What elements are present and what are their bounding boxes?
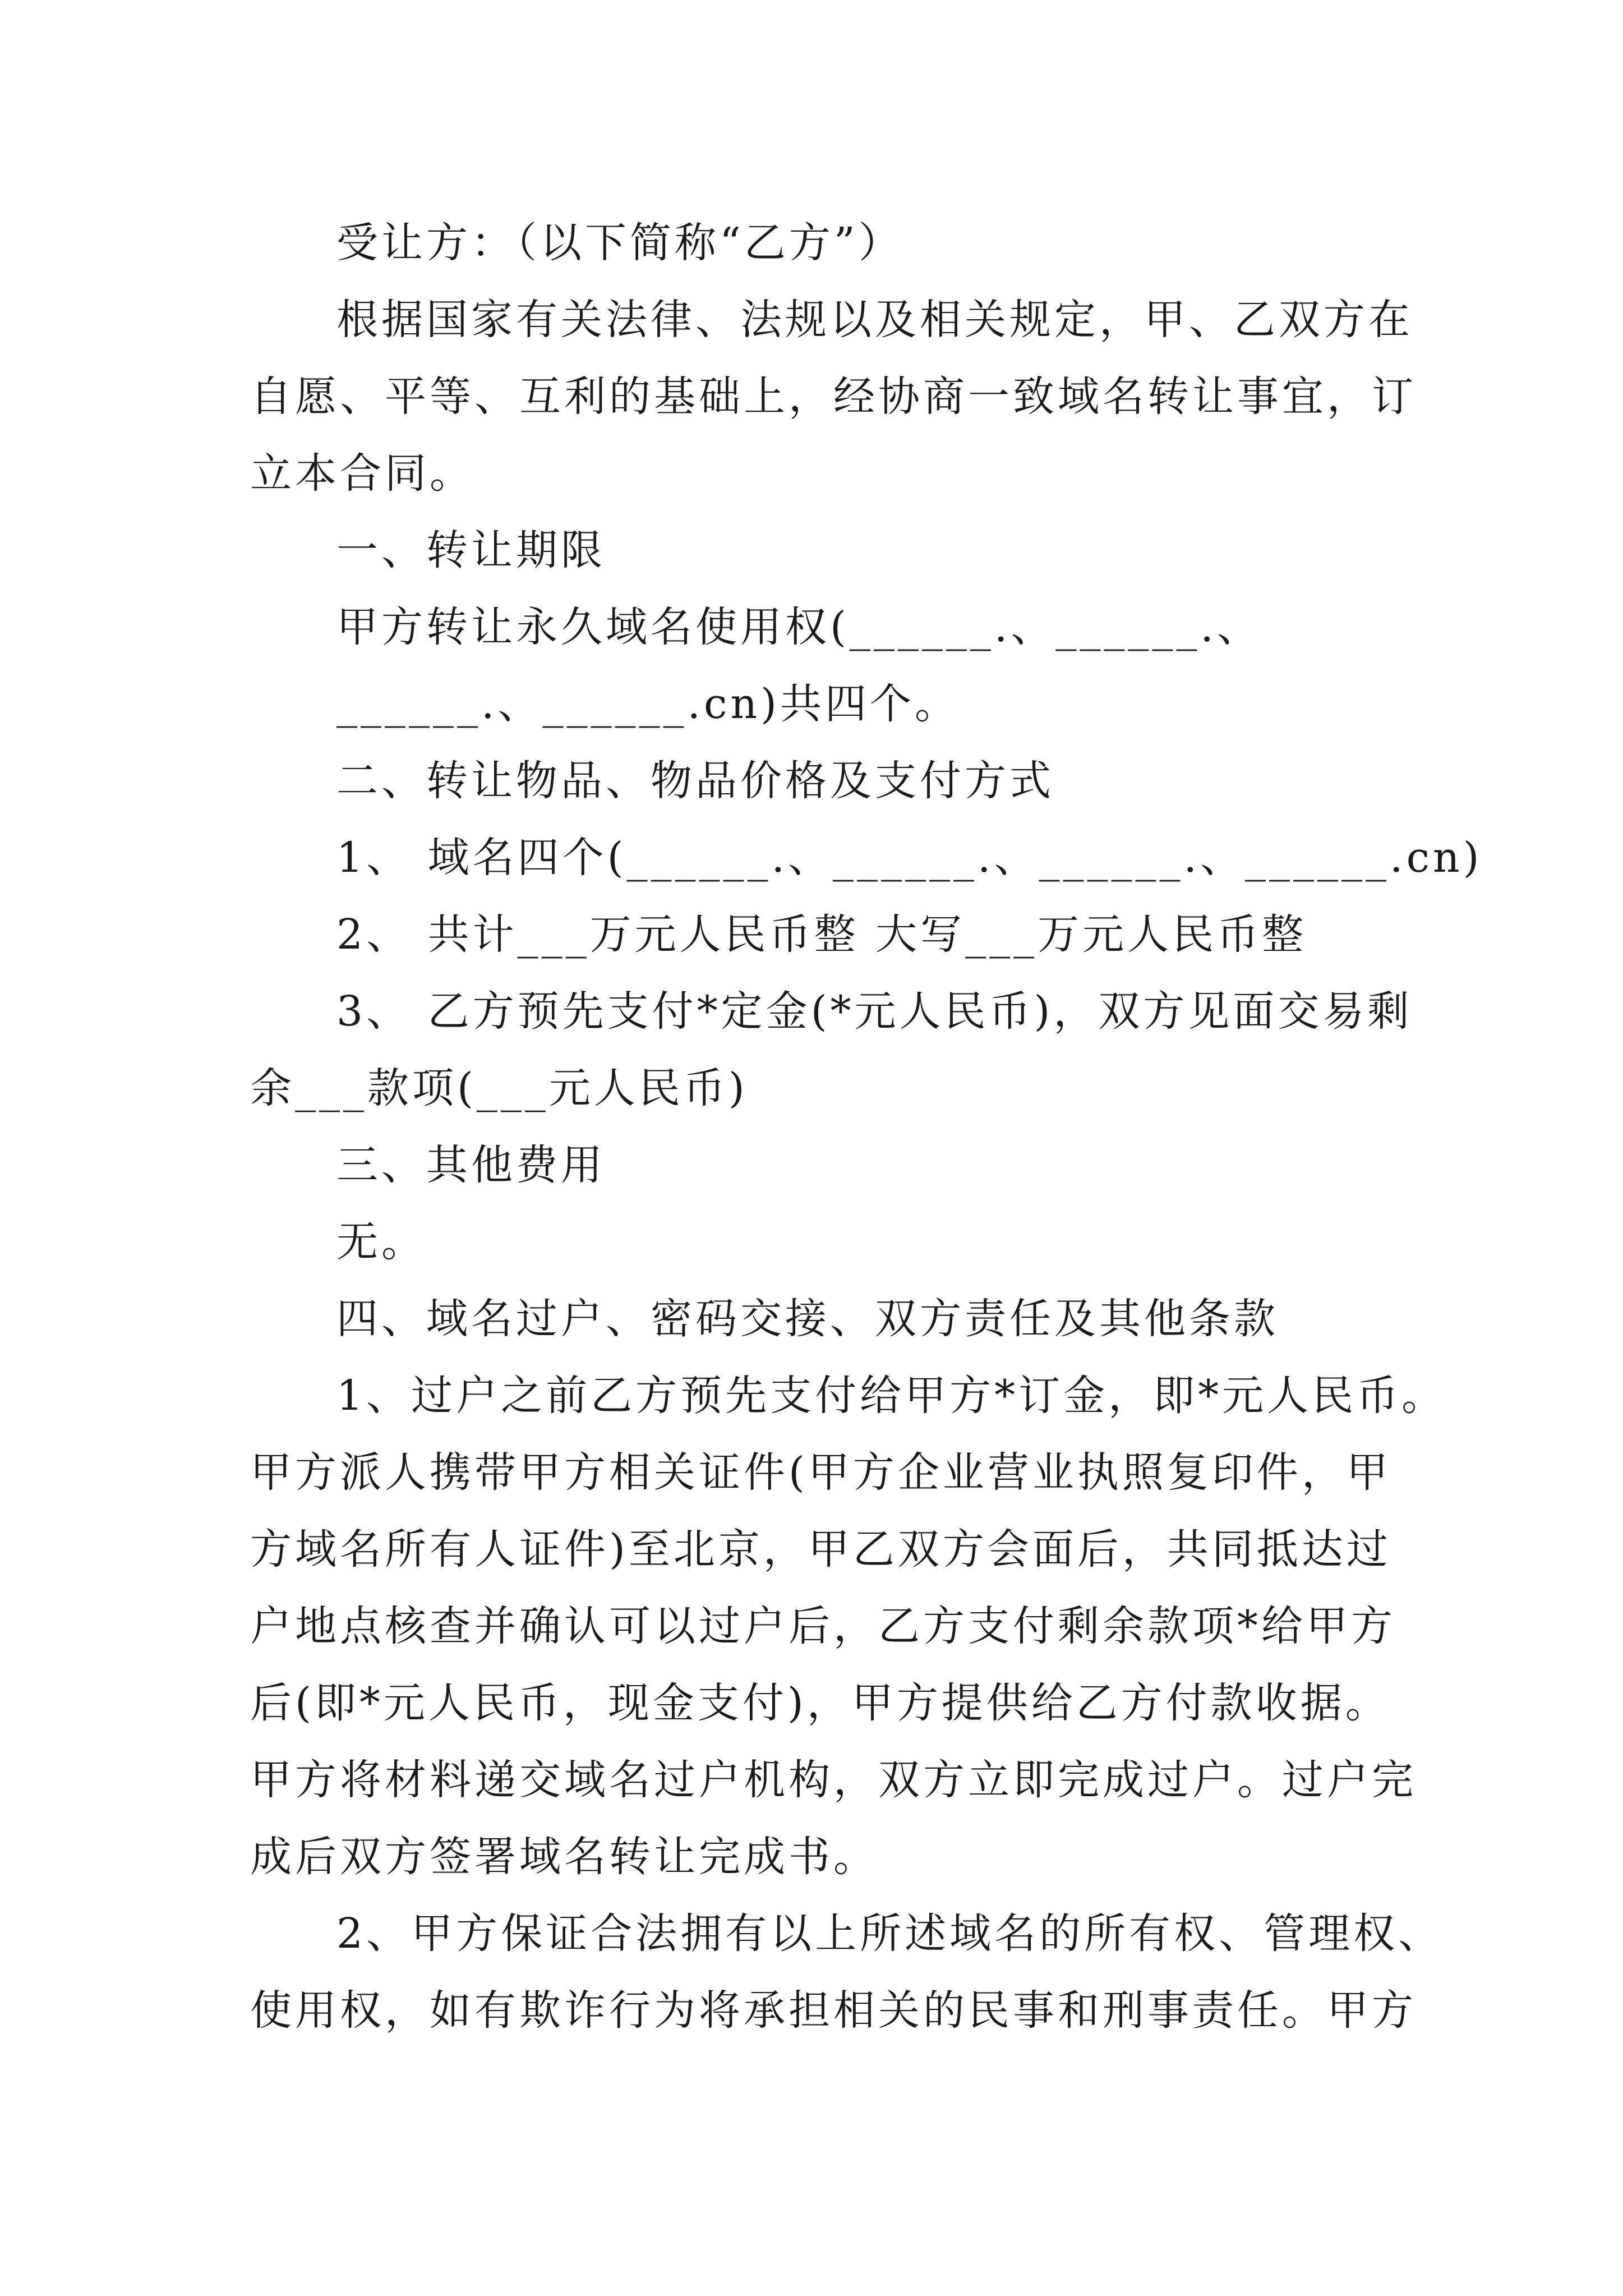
section-2-item-3-cont: 余___款项(___元人民币) (250, 1064, 748, 1112)
section-1-text-1: 甲方转让永久域名使用权(______.、______.、 (336, 603, 1262, 651)
section-2-heading: 二、转让物品、物品价格及支付方式 (336, 757, 1054, 805)
section-4-clause-1-line-7: 成后双方签署域名转让完成书。 (250, 1833, 878, 1881)
section-2-item-1: 1、 域名四个(______.、______.、______.、______.cn) (336, 834, 1483, 882)
section-4-heading: 四、域名过户、密码交接、双方责任及其他条款 (336, 1295, 1279, 1343)
section-1-heading: 一、转让期限 (336, 526, 606, 574)
section-4-clause-2-line-2: 使用权，如有欺诈行为将承担相关的民事和刑事责任。甲方 (250, 1986, 1417, 2035)
preamble-line-1: 根据国家有关法律、法规以及相关规定，甲、乙双方在 (336, 296, 1413, 344)
preamble-line-3: 立本合同。 (250, 449, 474, 498)
section-4-clause-2-line-1: 2、甲方保证合法拥有以上所述域名的所有权、管理权、 (336, 1910, 1444, 1958)
section-4-clause-1-line-6: 甲方将材料递交域名过户机构，双方立即完成过户。过户完 (250, 1756, 1417, 1804)
section-4-clause-1-line-3: 方域名所有人证件)至北京，甲乙双方会面后，共同抵达过 (250, 1525, 1391, 1573)
section-4-clause-1-line-1: 1、过户之前乙方预先支付给甲方*订金，即*元人民币。 (336, 1372, 1447, 1420)
section-4-clause-1-line-5: 后(即*元人民币，现金支付)，甲方提供给乙方付款收据。 (250, 1679, 1390, 1727)
section-2-item-2: 2、 共计___万元人民币整 大写___万元人民币整 (336, 910, 1307, 959)
section-4-clause-1-line-4: 户地点核查并确认可以过户后，乙方支付剩余款项*给甲方 (250, 1602, 1396, 1650)
section-4-clause-1-line-2: 甲方派人携带甲方相关证件(甲方企业营业执照复印件，甲 (250, 1448, 1391, 1497)
preamble-line-2: 自愿、平等、互利的基础上，经协商一致域名转让事宜，订 (250, 372, 1417, 421)
section-3-heading: 三、其他费用 (336, 1141, 606, 1189)
section-2-item-3: 3、 乙方预先支付*定金(*元人民币)，双方见面交易剩 (336, 987, 1413, 1036)
section-1-text-2: ______.、______.cn)共四个。 (336, 680, 960, 728)
section-3-text: 无。 (336, 1218, 426, 1266)
party-b-line: 受让方：（以下简称“乙方”） (336, 219, 903, 267)
